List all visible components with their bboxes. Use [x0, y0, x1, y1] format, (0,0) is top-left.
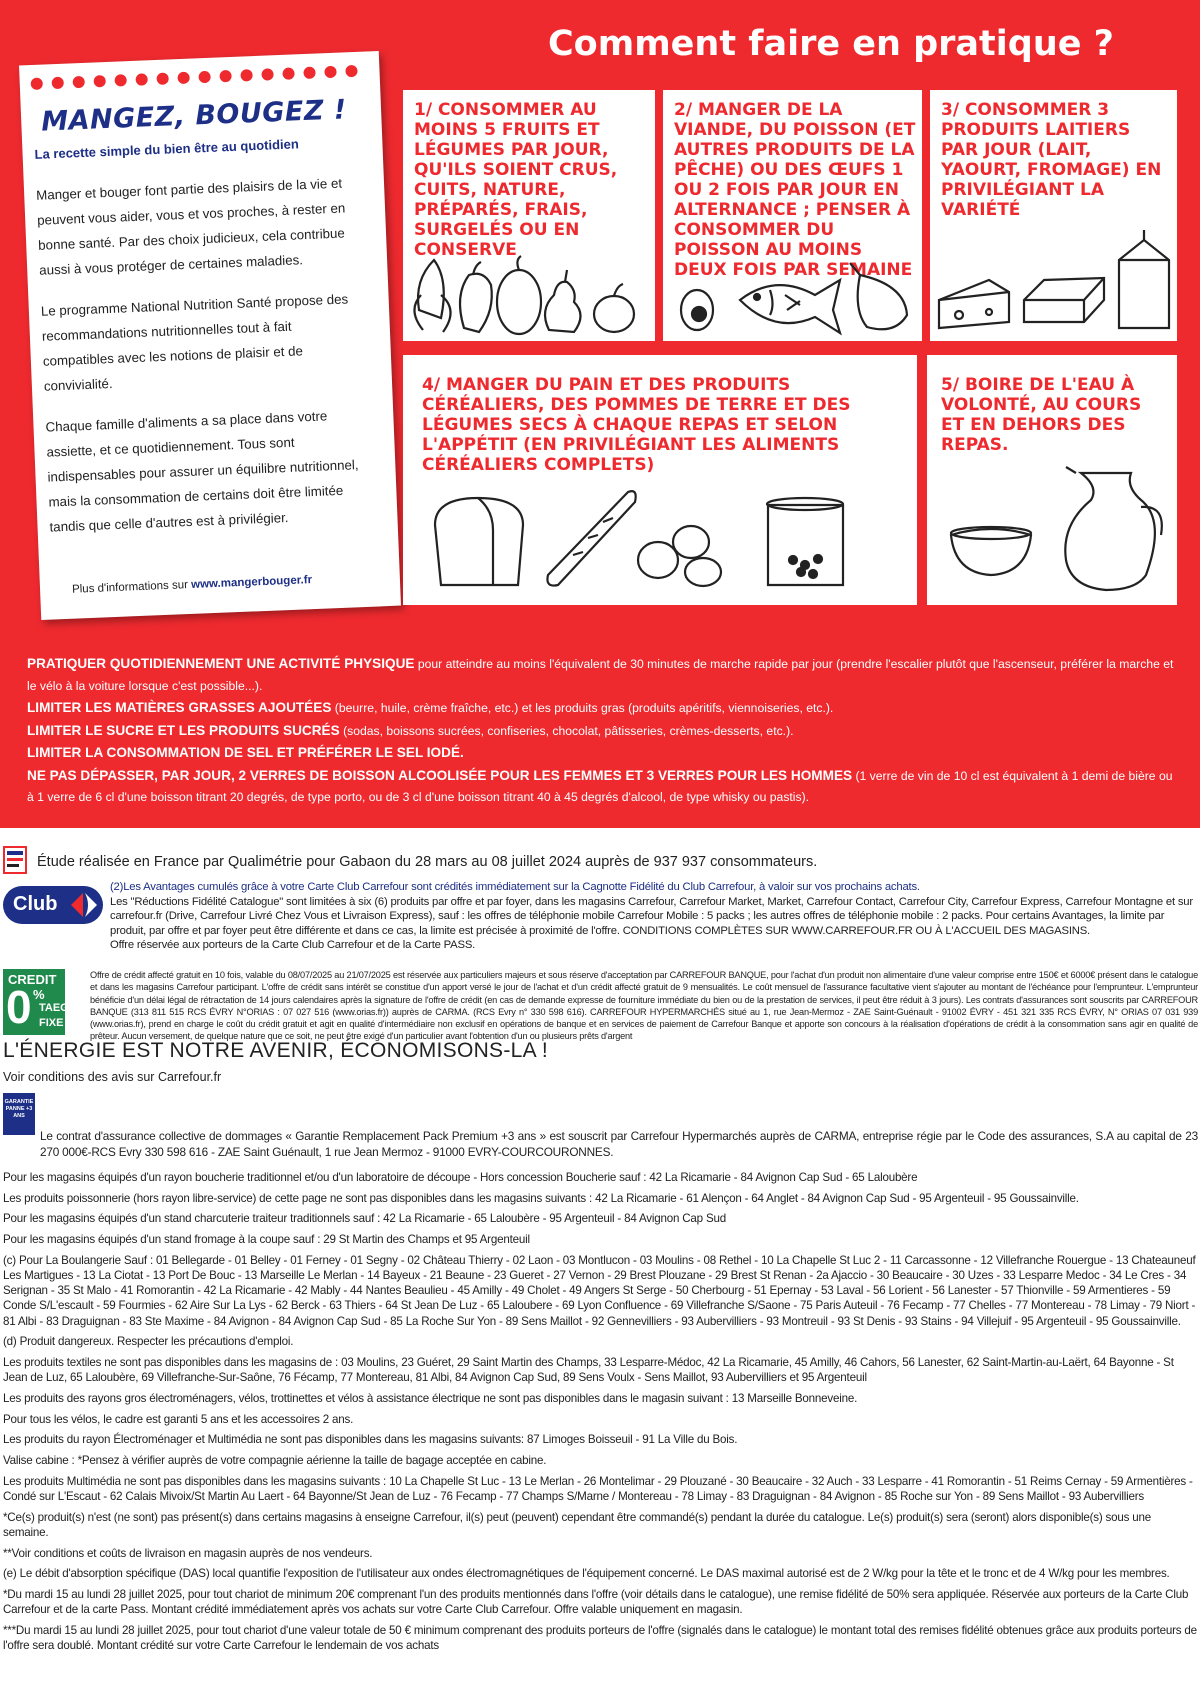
note-card	[19, 51, 401, 620]
footnote: Pour tous les vélos, le cadre est garanti 5 ans et les accessoires 2 ans.	[3, 1412, 354, 1426]
rule-text: (beurre, huile, crème fraîche, etc.) et les produits gras (produits apéritifs, viennoiseries, etc.).	[331, 701, 834, 715]
tip-box-dairy	[930, 90, 1177, 341]
more-info	[72, 574, 312, 596]
tip-text: 4/ MANGER DU PAIN ET DES PRODUITS CÉRÉALIERS, DES POMMES DE TERRE ET DES LÉGUMES SECS À CHAQUE REPAS ET SELON L'APPÉTIT (EN PRIVILÉGIANT LES ALIMENTS CÉRÉALIERS COMPLETS)	[422, 375, 851, 475]
footnote: *Du mardi 15 au lundi 28 juillet 2025, pour tout chariot de minimum 20€ comprenant l'un des produits mentionnés dans l'offre (voir détails dans le catalogue), une remise fidélité de 50% sera appliquée. Réservée aux porteurs de la Carte Club Carrefour et de la carte Pass. Montant crédité immédiatement après vos achats sur votre Carte Club Carrefour. Offre valable uniquement en magasin.	[3, 1587, 1189, 1617]
water-jug-icon	[941, 465, 1171, 595]
club-logo-text: Club	[13, 893, 58, 915]
footnote: Les produits Multimédia ne sont pas disponibles dans les magasins suivants : 10 La Chapelle St Luc - 13 Le Merlan - 26 Montelimar - 29 Plouzané - 30 Beaucaire - 32 Auch - 33 Lesparre - 41 Romorantin - 51 Reims Cernay - 59 Armentières - Condé sur L'Escaut - 62 Calais Mivoix/St Martin Au Laert - 64 Bayonne/St Jean de Luz - 76 Fecamp - 77 Champs S/Marne / Montereau - 78 Limay - 83 Draguignan - 84 Avignon - 85 Roche sur Yon - 89 Sens Maillot - 93 Aubervilliers	[3, 1474, 1193, 1503]
rule-item	[27, 765, 1177, 809]
credit-badge	[3, 969, 69, 1035]
bread-cereals-icon	[423, 480, 903, 590]
note-paragraph: Manger et bouger font partie des plaisirs de la vie et peuvent vous aider, vous et vos proches, à rester en bonne santé. Par des choix judicieux, cela contribue aussi à vous protéger de certaines maladies.	[35, 175, 346, 278]
note-body	[36, 170, 371, 556]
footnote: Les produits textiles ne sont pas disponibles dans les magasins de : 03 Moulins, 23 Guéret, 29 Saint Martin des Champs, 33 Lesparre-Médoc, 42 La Ricamarie, 45 Amilly, 46 Cahors, 56 Lanester, 62 Saint-Martin-au-Laërt, 64 Bayonne - St Jean de Luz, 65 Laloubère, 69 Villefranche-Sur-Saône, 76 Fécamp, 77 Montereau, 81 Albi, 84 Avignon Cap Sud, 89 Sens Voulx - Sens Maillot, 93 Aubervilliers et 95 Argenteuil	[3, 1356, 1174, 1385]
club-carrefour-logo	[3, 886, 103, 924]
rule-item	[27, 720, 1177, 743]
mangerbouger-link[interactable]: www.mangerbouger.fr	[190, 574, 313, 591]
tip-box-water	[927, 355, 1177, 605]
reviews-conditions: Voir conditions des avis sur Carrefour.fr	[3, 1070, 222, 1084]
garantie-text: Le contrat d'assurance collective de dommages « Garantie Remplacement Pack Premium +3 ans » est souscrit par Carrefour Hypermarchés auprès de CARMA, entreprise régie par le Code des assurances, S.A au capital de 23 270 000€-RCS Evry 330 598 616 - ZAE Saint Guénault, 1 rue Jean Mermoz - 91000 EVRY-COURCOURONNES.	[40, 1129, 1198, 1159]
rule-text: (1 verre de vin de 10 cl est équivalent à 1 demi de bière ou à 1 verre de 6 cl d'une boisson titrant 20 degrés, de type porto, ou de 3 cl d'une boisson titrant 40 à 45 degrés d'alcool, de type whisky ou pastis).	[27, 768, 1173, 804]
note-paragraph: Le programme National Nutrition Santé propose des recommandations nutritionnelles tout à fait compatibles avec les notions de plaisir et de convivialité.	[40, 291, 349, 394]
footnotes	[3, 1170, 1198, 1653]
club-line-2: Les "Réductions Fidélité Catalogue" sont limitées à six (6) produits par offre et par foyer, dans les magasins Carrefour, Carrefour Market, Market, Carrefour Contact, Carrefour City, Carrefour Express, Carrefour Montagne et sur carrefour.fr (Drive, Carrefour Livré Chez Vous et Livraison Express), sauf : les offres de téléphonie mobile Carrefour Mobile : 5 packs ; les autres offres de téléphonie mobile : 2 packs. Pour certains Avantages, la limite par produit, par offre et par foyer peut être différente et dans ce cas, la limite est précisée à proximité de l'offre. CONDITIONS COMPLÈTES SUR WWW.CARREFOUR.FR OU À L'ACCUEIL DES MAGASINS.	[110, 895, 1193, 937]
footnote: Les produits du rayon Électroménager et Multimédia ne sont pas disponibles dans les magasins suivants: 87 Limoges Boisseuil - 91 La Ville du Bois.	[3, 1433, 738, 1447]
footnote: Pour les magasins équipés d'un stand charcuterie traiteur traditionnels sauf : 42 La Ricamarie - 65 Laloubère - 95 Argenteuil - 84 Avignon Cap Sud	[3, 1212, 726, 1226]
credit-badge-pct: %	[33, 987, 45, 1002]
rule-text: pour atteindre au moins l'équivalent de 30 minutes de marche rapide par jour (prendre l'escalier plutôt que l'ascenseur, préférer la marche et le vélo à la voiture lorsque c'est possible...).	[27, 657, 1174, 693]
footnote: *Ce(s) produit(s) n'est (ne sont) pas présent(s) dans certains magasins à enseigne Carrefour, il(s) peut (peuvent) cependant être commandé(s) pendant la durée du catalogue. Le(s) produit(s) sera (seront) alors disponible(s) sous une semaine.	[3, 1510, 1151, 1539]
note-subtitle: La recette simple du bien être au quotidien	[34, 136, 300, 162]
nutrition-panel	[0, 0, 1200, 828]
credit-badge-taeg: TAEG	[39, 1002, 69, 1014]
energy-slogan: L'ÉNERGIE EST NOTRE AVENIR, ÉCONOMISONS-LA !	[3, 1039, 549, 1062]
note-title: MANGEZ, BOUGEZ !	[40, 94, 348, 138]
footnote: **Voir conditions et coûts de livraison en magasin auprès de nos vendeurs.	[3, 1546, 373, 1560]
rule-bold: PRATIQUER QUOTIDIENNEMENT UNE ACTIVITÉ PHYSIQUE	[27, 656, 415, 671]
fruits-vegetables-icon	[409, 240, 649, 340]
footnote: (c) Pour La Boulangerie Sauf : 01 Bellegarde - 01 Belley - 01 Ferney - 01 Segny - 02 Château Thierry - 02 Laon - 03 Montlucon - 03 Moulins - 08 Rethel - 10 La Chapelle St Luc 2 - 11 Carcassonne - 12 Villefranche Rouergue - 13 Chateauneuf Les Martigues - 13 La Ciotat - 13 Port De Bouc - 13 Marseille Le Merlan - 14 Bayeux - 21 Beaune - 23 Gueret - 27 Vernon - 29 Brest Plouzane - 29 Brest St Renan - 2a Ajaccio - 30 Beaucaire - 30 Uzes - 33 Lesparre Medoc - 34 Le Cres - 34 Serignan - 35 St Malo - 41 Romorantin - 42 La Ricamarie - 42 Mably - 44 Nantes Beaulieu - 45 Amilly - 49 Cholet - 49 Angers St Serge - 50 Cherbourg - 51 Epernay - 53 Laval - 56 Lorient - 56 Lanester - 57 Thionville - 59 Armentieres - 59 Conde S/L'escault - 59 Fourmies - 62 Aire Sur La Lys - 62 Berck - 63 Thiers - 64 St Jean De Luz - 65 Laloubere - 69 Lyon Confluence - 69 Villefranche S/Saone - 75 Paris Auteuil - 76 Fecamp - 77 Chelles - 77 Montereau - 78 Limay - 79 Niort - 81 Albi - 83 Draguignan - 83 Ste Maxime - 84 Avignon - 84 Avignon Cap Sud - 85 La Roche Sur Yon - 89 Sens Maillot - 92 Gennevilliers - 93 Aubervilliers - 93 Montreuil - 93 St Denis - 93 Stains - 94 Villejuif - 95 Argenteuil - 95 Goussainville.	[3, 1253, 1196, 1328]
meat-fish-egg-icon	[675, 255, 915, 340]
carrefour-logo-icon	[69, 891, 99, 919]
garantie-badge-text: GARANTIE PANNE +3 ANS	[4, 1099, 34, 1119]
rule-bold: LIMITER LA CONSOMMATION DE SEL ET PRÉFÉRER LE SEL IODÉ.	[27, 745, 464, 760]
rule-item	[27, 742, 1177, 765]
footnote: Valise cabine : *Pensez à vérifier auprès de votre compagnie aérienne la taille de bagage acceptée en cabine.	[3, 1454, 547, 1468]
footnote: Les produits des rayons gros électroménagers, vélos, trottinettes et vélos à assistance électrique ne sont pas disponibles dans le magasin suivant : 13 Marseille Bonneveine.	[3, 1391, 858, 1405]
tip-box-cereals	[403, 355, 917, 605]
garantie-badge	[3, 1093, 35, 1135]
rule-item	[27, 653, 1177, 697]
footnote: Pour les magasins équipés d'un stand fromage à la coupe sauf : 29 St Martin des Champs et 95 Argenteuil	[3, 1233, 530, 1247]
rule-bold: LIMITER LE SUCRE ET LES PRODUITS SUCRÉS	[27, 722, 340, 738]
tip-text: 1/ CONSOMMER AU MOINS 5 FRUITS ET LÉGUMES PAR JOUR, QU'ILS SOIENT CRUS, CUITS, NATURE, PRÉPARÉS, FRAIS, SURGELÉS OU EN CONSERVE	[414, 100, 618, 260]
panel-title: Comment faire en pratique ?	[548, 24, 1114, 64]
club-line-3: Offre réservée aux porteurs de la Carte Club Carrefour et de la Carte PASS.	[110, 939, 476, 951]
club-conditions	[110, 880, 1198, 953]
rule-item	[27, 697, 1177, 720]
footnote: (e) Le débit d'absorption spécifique (DAS) local quantifie l'exposition de l'utilisateur aux ondes électromagnétiques de l'équipement concerné. Le DAS maximal autorisé est de 2 W/kg pour la tête et le tronc et de 4 W/kg pour les membres.	[3, 1567, 1170, 1581]
spiral-rings-icon	[27, 61, 367, 93]
health-rules	[27, 653, 1177, 809]
tip-box-protein	[663, 90, 922, 341]
dairy-icon	[934, 220, 1174, 335]
tip-text: 5/ BOIRE DE L'EAU À VOLONTÉ, AU COURS ET EN DEHORS DES REPAS.	[941, 375, 1142, 455]
tip-box-fruits	[403, 90, 655, 341]
credit-conditions: Offre de crédit affecté gratuit en 10 fois, valable du 08/07/2025 au 21/07/2025 est réservée aux particuliers majeurs et sous réserve d'acceptation par CARREFOUR BANQUE, pour l'achat d'un produit non alimentaire d'une valeur comprise entre 150€ et 6000€ présent dans le catalogue et dans les magasins Carrefour participant. L'offre de crédit sans intérêt se constitue d'un apport versé le jour de l'achat et d'un crédit affecté gratuit de 9 mensualités. Le coût mensuel de l'assurance facultative vient s'ajouter au montant de l'échéance pour l'emprunteur. L'emprunteur bénéficie d'un délai légal de rétractation de 14 jours calendaires après la signature de l'offre de crédit (en cas de demande expresse de fourniture immédiate du bien ou de la prestation de services, il peut être réduit à 3 jours). Les contrats d'assurances sont souscrits par CARREFOUR BANQUE (313 811 515 RCS ÉVRY N°ORIAS : 07 027 516 (www.orias.fr)) auprès de CARMA. (RCS Evry n° 330 598 616). CARREFOUR HYPERMARCHÉS situé au 1, rue Jean-Mermoz - ZAE Saint-Guénault - 91002 ÉVRY - 451 321 335 RCS ÉVRY, N° ORIAS 07 031 939 (www.orias.fr), prend en charge le coût du crédit gratuit et agit en qualité d'intermédiaire non exclusif en opérations de banque et en services de paiement de Carrefour Banque et apporte son concours à la réalisation d'opérations de crédit à la consommation sans agir en qualité de prêteur. Aucun versement, de quelque nature que ce soit, ne peut être exigé d'un particulier avant l'obtention d'un ou plusieurs prêts d'argent	[90, 970, 1198, 1042]
study-badge-icon	[3, 846, 27, 874]
rule-bold: LIMITER LES MATIÈRES GRASSES AJOUTÉES	[27, 700, 332, 715]
credit-badge-top: CREDIT	[8, 972, 57, 987]
rule-bold: NE PAS DÉPASSER, PAR JOUR, 2 VERRES DE BOISSON ALCOOLISÉE POUR LES FEMMES ET 3 VERRES POUR LES HOMMES	[27, 767, 853, 783]
tip-text: 2/ MANGER DE LA VIANDE, DU POISSON (ET AUTRES PRODUITS DE LA PÊCHE) OU DES ŒUFS 1 OU 2 FOIS PAR JOUR EN ALTERNANCE ; PENSER À CONSOMMER DU POISSON AU MOINS DEUX FOIS PAR SEMAINE	[674, 100, 916, 280]
credit-badge-fixe: FIXE	[39, 1017, 64, 1029]
club-line-1: (2)Les Avantages cumulés grâce à votre Carte Club Carrefour sont crédités immédiatement sur la Cagnotte Fidélité du Club Carrefour, à valoir sur vos prochains achats.	[110, 881, 920, 893]
credit-badge-zero: 0	[6, 981, 32, 1033]
tip-text: 3/ CONSOMMER 3 PRODUITS LAITIERS PAR JOUR (LAIT, YAOURT, FROMAGE) EN PRIVILÉGIANT LA VARIÉTÉ	[941, 100, 1162, 220]
note-paragraph: Chaque famille d'aliments a sa place dans votre assiette, et ce quotidiennement. Tous sont indispensables pour assurer un équilibre nutritionnel, mais la consommation de certains doit être limitée tandis que celle d'autres est à privilégier.	[45, 408, 359, 535]
rule-text: (sodas, boissons sucrées, confiseries, chocolat, pâtisseries, crèmes-desserts, etc.).	[339, 723, 794, 738]
footnote: (d) Produit dangereux. Respecter les précautions d'emploi.	[3, 1335, 294, 1349]
footnote: Pour les magasins équipés d'un rayon boucherie traditionnel et/ou d'un laboratoire de découpe - Hors concession Boucherie sauf : 42 La Ricamarie - 84 Avignon Cap Sud - 65 Laloubère	[3, 1171, 918, 1184]
footnote: Les produits poissonnerie (hors rayon libre-service) de cette page ne sont pas disponibles dans les magasins suivants : 42 La Ricamarie - 61 Alençon - 64 Anglet - 84 Avignon Cap Sud - 95 Argenteuil - 95 Goussainville.	[3, 1191, 1079, 1205]
study-note: Étude réalisée en France par Qualimétrie pour Gabaon du 28 mars au 08 juillet 2024 auprès de 937 937 consommateurs.	[37, 854, 818, 870]
footnote: ***Du mardi 15 au lundi 28 juillet 2025, pour tout chariot d'une valeur totale de 50 € minimum comprenant des produits porteurs de l'offre (signalés dans le catalogue) le montant total des remises fidélité obtenues grâce aux produits porteurs de l'offre sera doublé. Montant crédité sur votre Carte Carrefour le lendemain de vos achats	[3, 1623, 1197, 1653]
more-info-prefix: Plus d'informations sur	[71, 579, 189, 596]
